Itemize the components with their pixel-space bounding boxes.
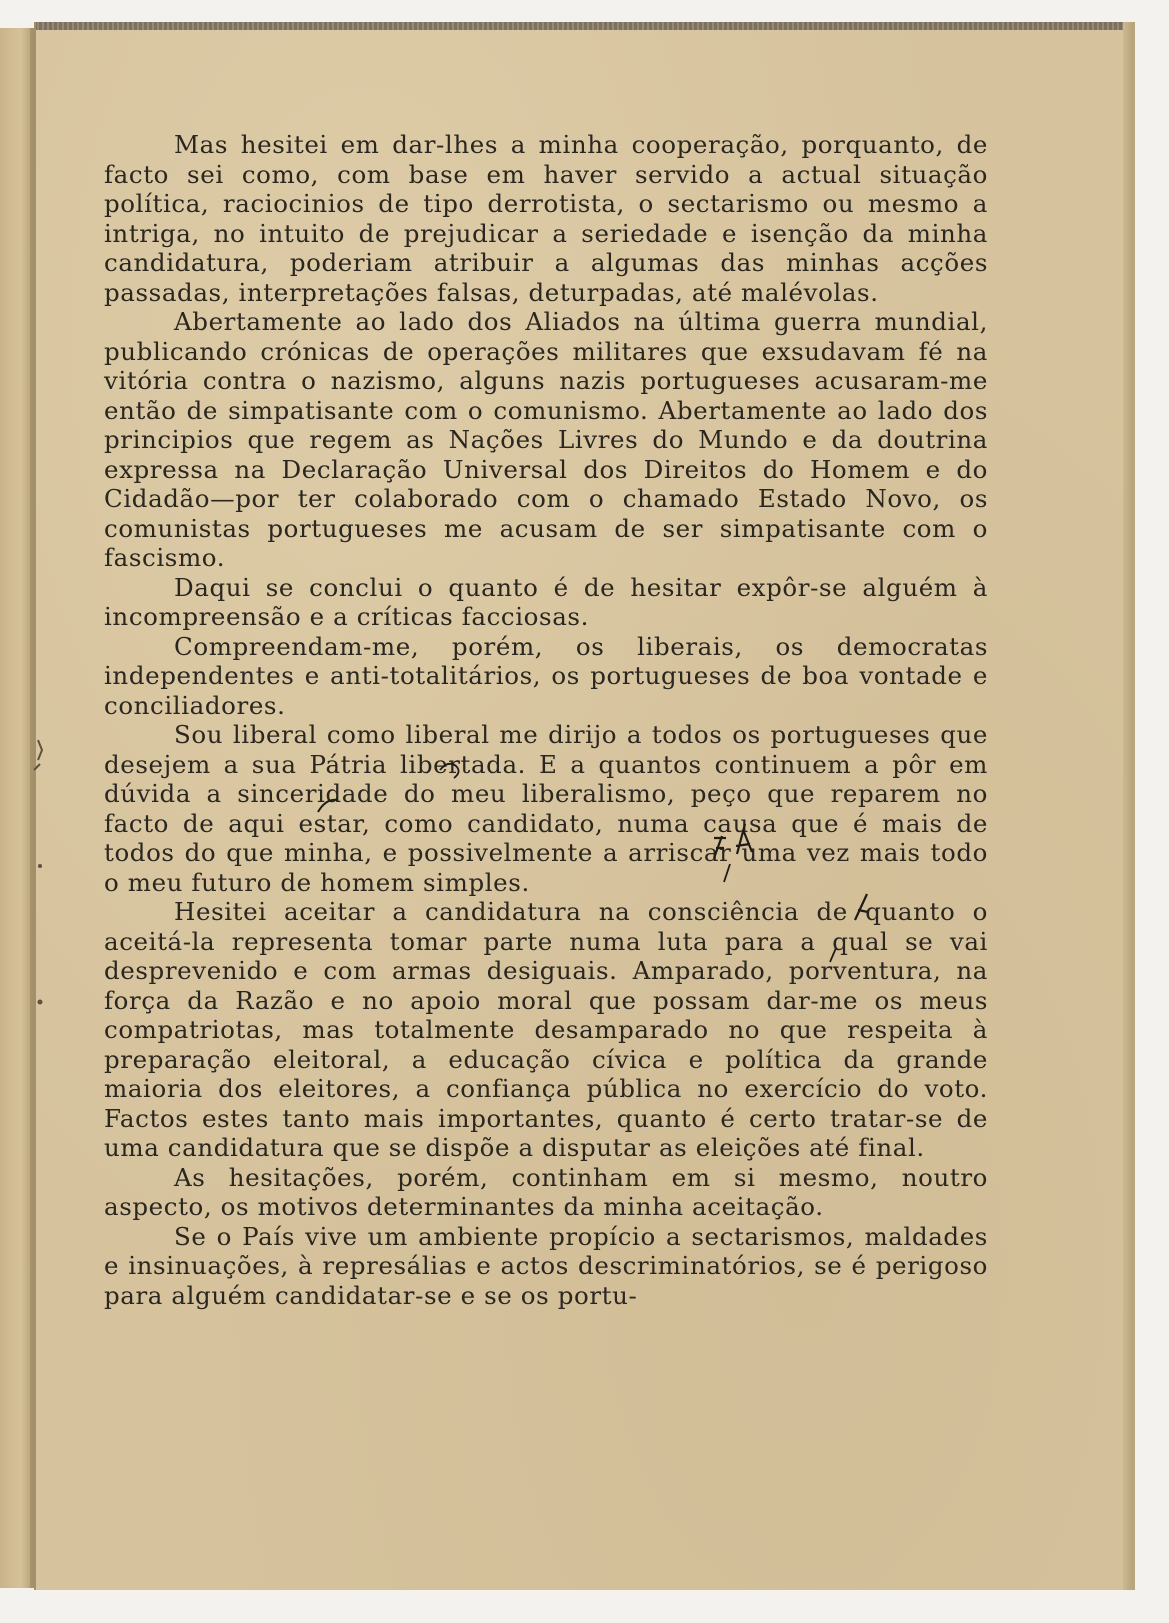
paragraph: Se o País vive um ambiente propício a sectarismos, maldades e insinuações, à represálias e actos descriminatórios, se é perigoso para alguém candidatar-se e se os portu-: [104, 1221, 988, 1310]
page-right-edge: [1123, 22, 1133, 1590]
paragraph: As hesitações, porém, continham em si mesmo, noutro aspecto, os motivos determinantes da minha aceitação.: [104, 1162, 988, 1221]
paragraph: Daqui se conclui o quanto é de hesitar expôr-se alguém à incompreensão e a críticas facciosas.: [104, 572, 988, 631]
paragraph: Compreendam-me, porém, os liberais, os democratas independentes e anti-totalitários, os portugueses de boa vontade e conciliadores.: [104, 631, 988, 720]
page-fold-line: [34, 22, 36, 1590]
left-page-edge: [0, 28, 34, 1588]
paragraph: Sou liberal como liberal me dirijo a todos os portugueses que desejem a sua Pátria libertada. E a quantos continuem a pôr em dúvida a sinceridade do meu liberalismo, peço que reparem no facto de aqui estar, como candidato, numa causa que é mais de todos do que minha, e possivelmente a arriscar uma vez mais todo o meu futuro de homem simples.: [104, 720, 988, 897]
paragraph: Abertamente ao lado dos Aliados na última guerra mundial, publicando crónicas de operações militares que exsudavam fé na vitória contra o nazismo, alguns nazis portugueses acusaram-me então de simpatisante com o comunismo. Abertamente ao lado dos principios que regem as Nações Livres do Mundo e da doutrina expressa na Declaração Universal dos Direitos do Homem e do Cidadão—por ter colaborado com o chamado Estado Novo, os comunistas portugueses me acusam de ser simpatisante com o fascismo.: [104, 307, 988, 572]
paragraph: Hesitei aceitar a candidatura na consciência de quanto o aceitá-la representa tomar parte numa luta para a qual se vai desprevenido e com armas desiguais. Amparado, porventura, na força da Razão e no apoio moral que possam dar-me os meus compatriotas, mas totalmente desamparado no que respeita à preparação eleitoral, a educação cívica e política da grande maioria dos eleitores, a confiança pública no exercício do voto. Factos estes tanto mais importantes, quanto é certo tratar-se de uma candidatura que se dispõe a disputar as eleições até final.: [104, 897, 988, 1162]
document-body: [104, 130, 988, 1310]
paragraph: Mas hesitei em dar-lhes a minha cooperação, porquanto, de facto sei como, com base em haver servido a actual situação política, raciocinios de tipo derrotista, o sectarismo ou mesmo a intriga, no intuito de prejudicar a seriedade e isenção da minha candidatura, poderiam atribuir a algumas das minhas acções passadas, interpretações falsas, deturpadas, até malévolas.: [104, 130, 988, 307]
page-top-edge: [34, 22, 1133, 30]
